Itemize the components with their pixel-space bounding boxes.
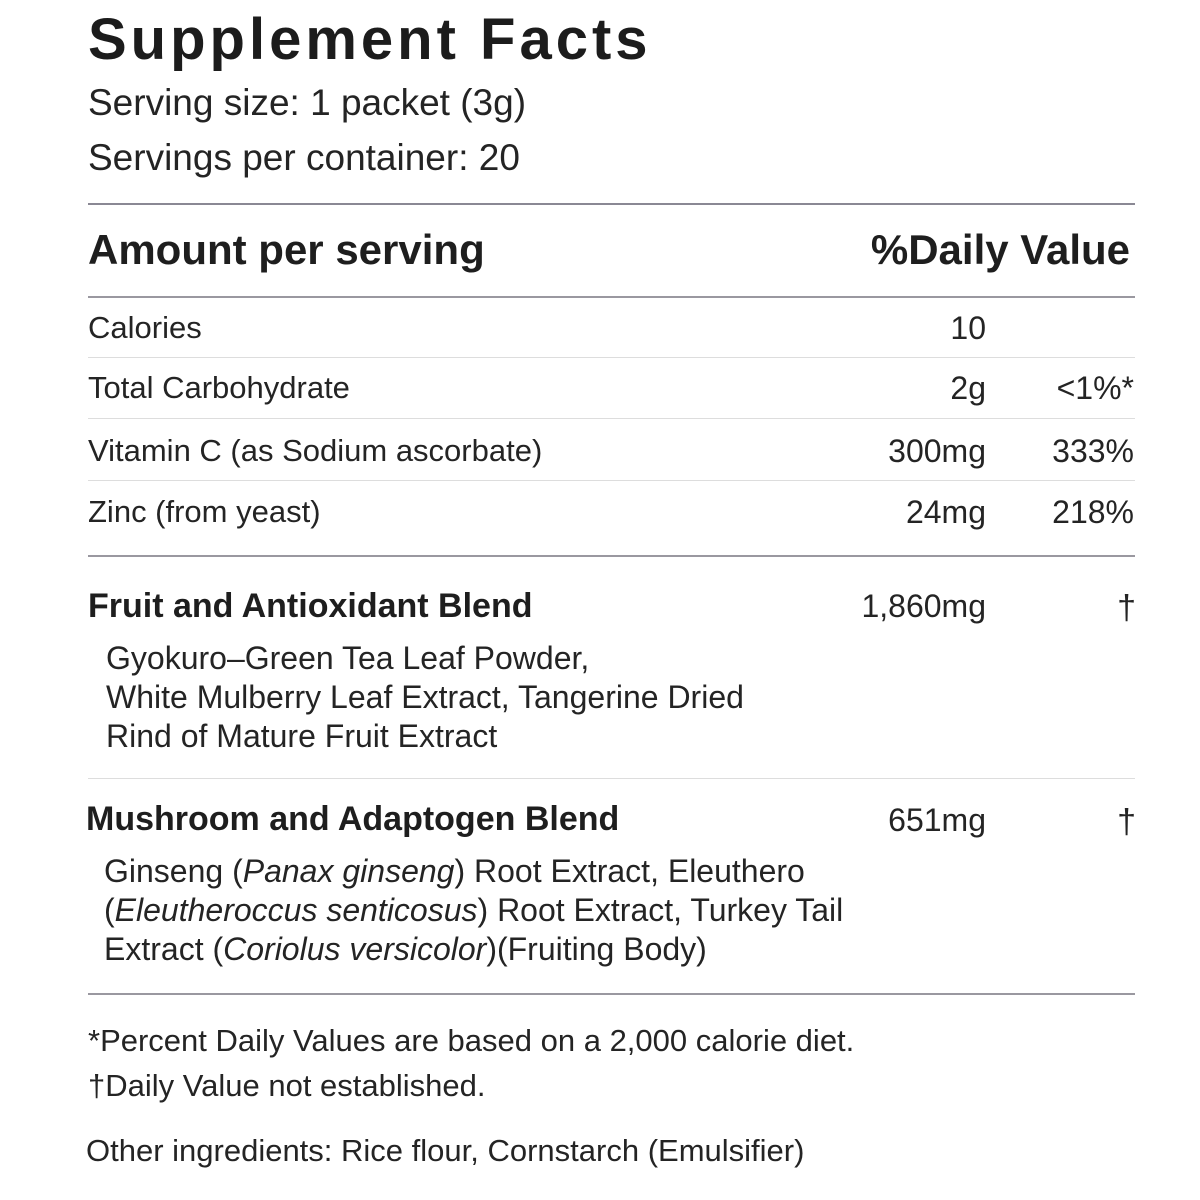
nutrient-name-zinc: Zinc (from yeast) <box>88 494 321 529</box>
row-divider <box>88 418 1135 419</box>
ingredient-line: Gyokuro–Green Tea Leaf Powder, <box>106 640 590 676</box>
nutrient-name-carbohydrate: Total Carbohydrate <box>88 370 350 405</box>
amount-per-serving-header: Amount per serving <box>88 226 485 273</box>
blend-ingredients-mushroom-adaptogen <box>104 852 894 969</box>
ingredient-line: Extract (Coriolus versicolor)(Fruiting Body) <box>104 931 707 967</box>
divider-top <box>88 203 1135 205</box>
blend-dv-fruit-antioxidant: † <box>1117 589 1136 627</box>
blend-ingredients-fruit-antioxidant <box>106 639 896 756</box>
blend-amount-fruit-antioxidant: 1,860mg <box>861 588 986 624</box>
ingredient-line: Ginseng (Panax ginseng) Root Extract, Eleuthero <box>104 853 805 889</box>
other-ingredients: Other ingredients: Rice flour, Cornstarch (Emulsifier) <box>86 1133 805 1168</box>
nutrient-amount-carbohydrate: 2g <box>950 370 986 406</box>
blend-dv-mushroom-adaptogen: † <box>1117 803 1136 841</box>
label-title: Supplement Facts <box>88 7 652 72</box>
nutrient-dv-zinc: 218% <box>1052 494 1134 530</box>
ingredient-line: Rind of Mature Fruit Extract <box>106 718 498 754</box>
ingredient-line: (Eleutheroccus senticosus) Root Extract, Turkey Tail <box>104 892 844 928</box>
row-divider <box>88 357 1135 358</box>
blend-name-fruit-antioxidant: Fruit and Antioxidant Blend <box>88 587 533 625</box>
nutrient-dv-carbohydrate: <1%* <box>1056 370 1134 406</box>
nutrient-name-calories: Calories <box>88 310 202 345</box>
nutrient-amount-calories: 10 <box>950 310 986 346</box>
divider-header <box>88 296 1135 298</box>
divider-blends <box>88 555 1135 557</box>
servings-per-container: Servings per container: 20 <box>88 137 520 178</box>
serving-size: Serving size: 1 packet (3g) <box>88 82 527 123</box>
divider-footnotes <box>88 993 1135 995</box>
blend-amount-mushroom-adaptogen: 651mg <box>888 802 986 838</box>
nutrient-name-vitamin-c: Vitamin C (as Sodium ascorbate) <box>88 433 543 468</box>
footnote-dagger: †Daily Value not established. <box>88 1068 486 1103</box>
blend-name-mushroom-adaptogen: Mushroom and Adaptogen Blend <box>86 800 620 838</box>
row-divider <box>88 778 1135 779</box>
footnote-percent-daily-value: *Percent Daily Values are based on a 2,000 calorie diet. <box>88 1023 855 1058</box>
nutrient-amount-vitamin-c: 300mg <box>888 433 986 469</box>
ingredient-line: White Mulberry Leaf Extract, Tangerine Dried <box>106 679 744 715</box>
daily-value-header: %Daily Value <box>870 226 1130 273</box>
row-divider <box>88 480 1135 481</box>
nutrient-dv-vitamin-c: 333% <box>1052 433 1134 469</box>
nutrient-amount-zinc: 24mg <box>905 494 986 530</box>
